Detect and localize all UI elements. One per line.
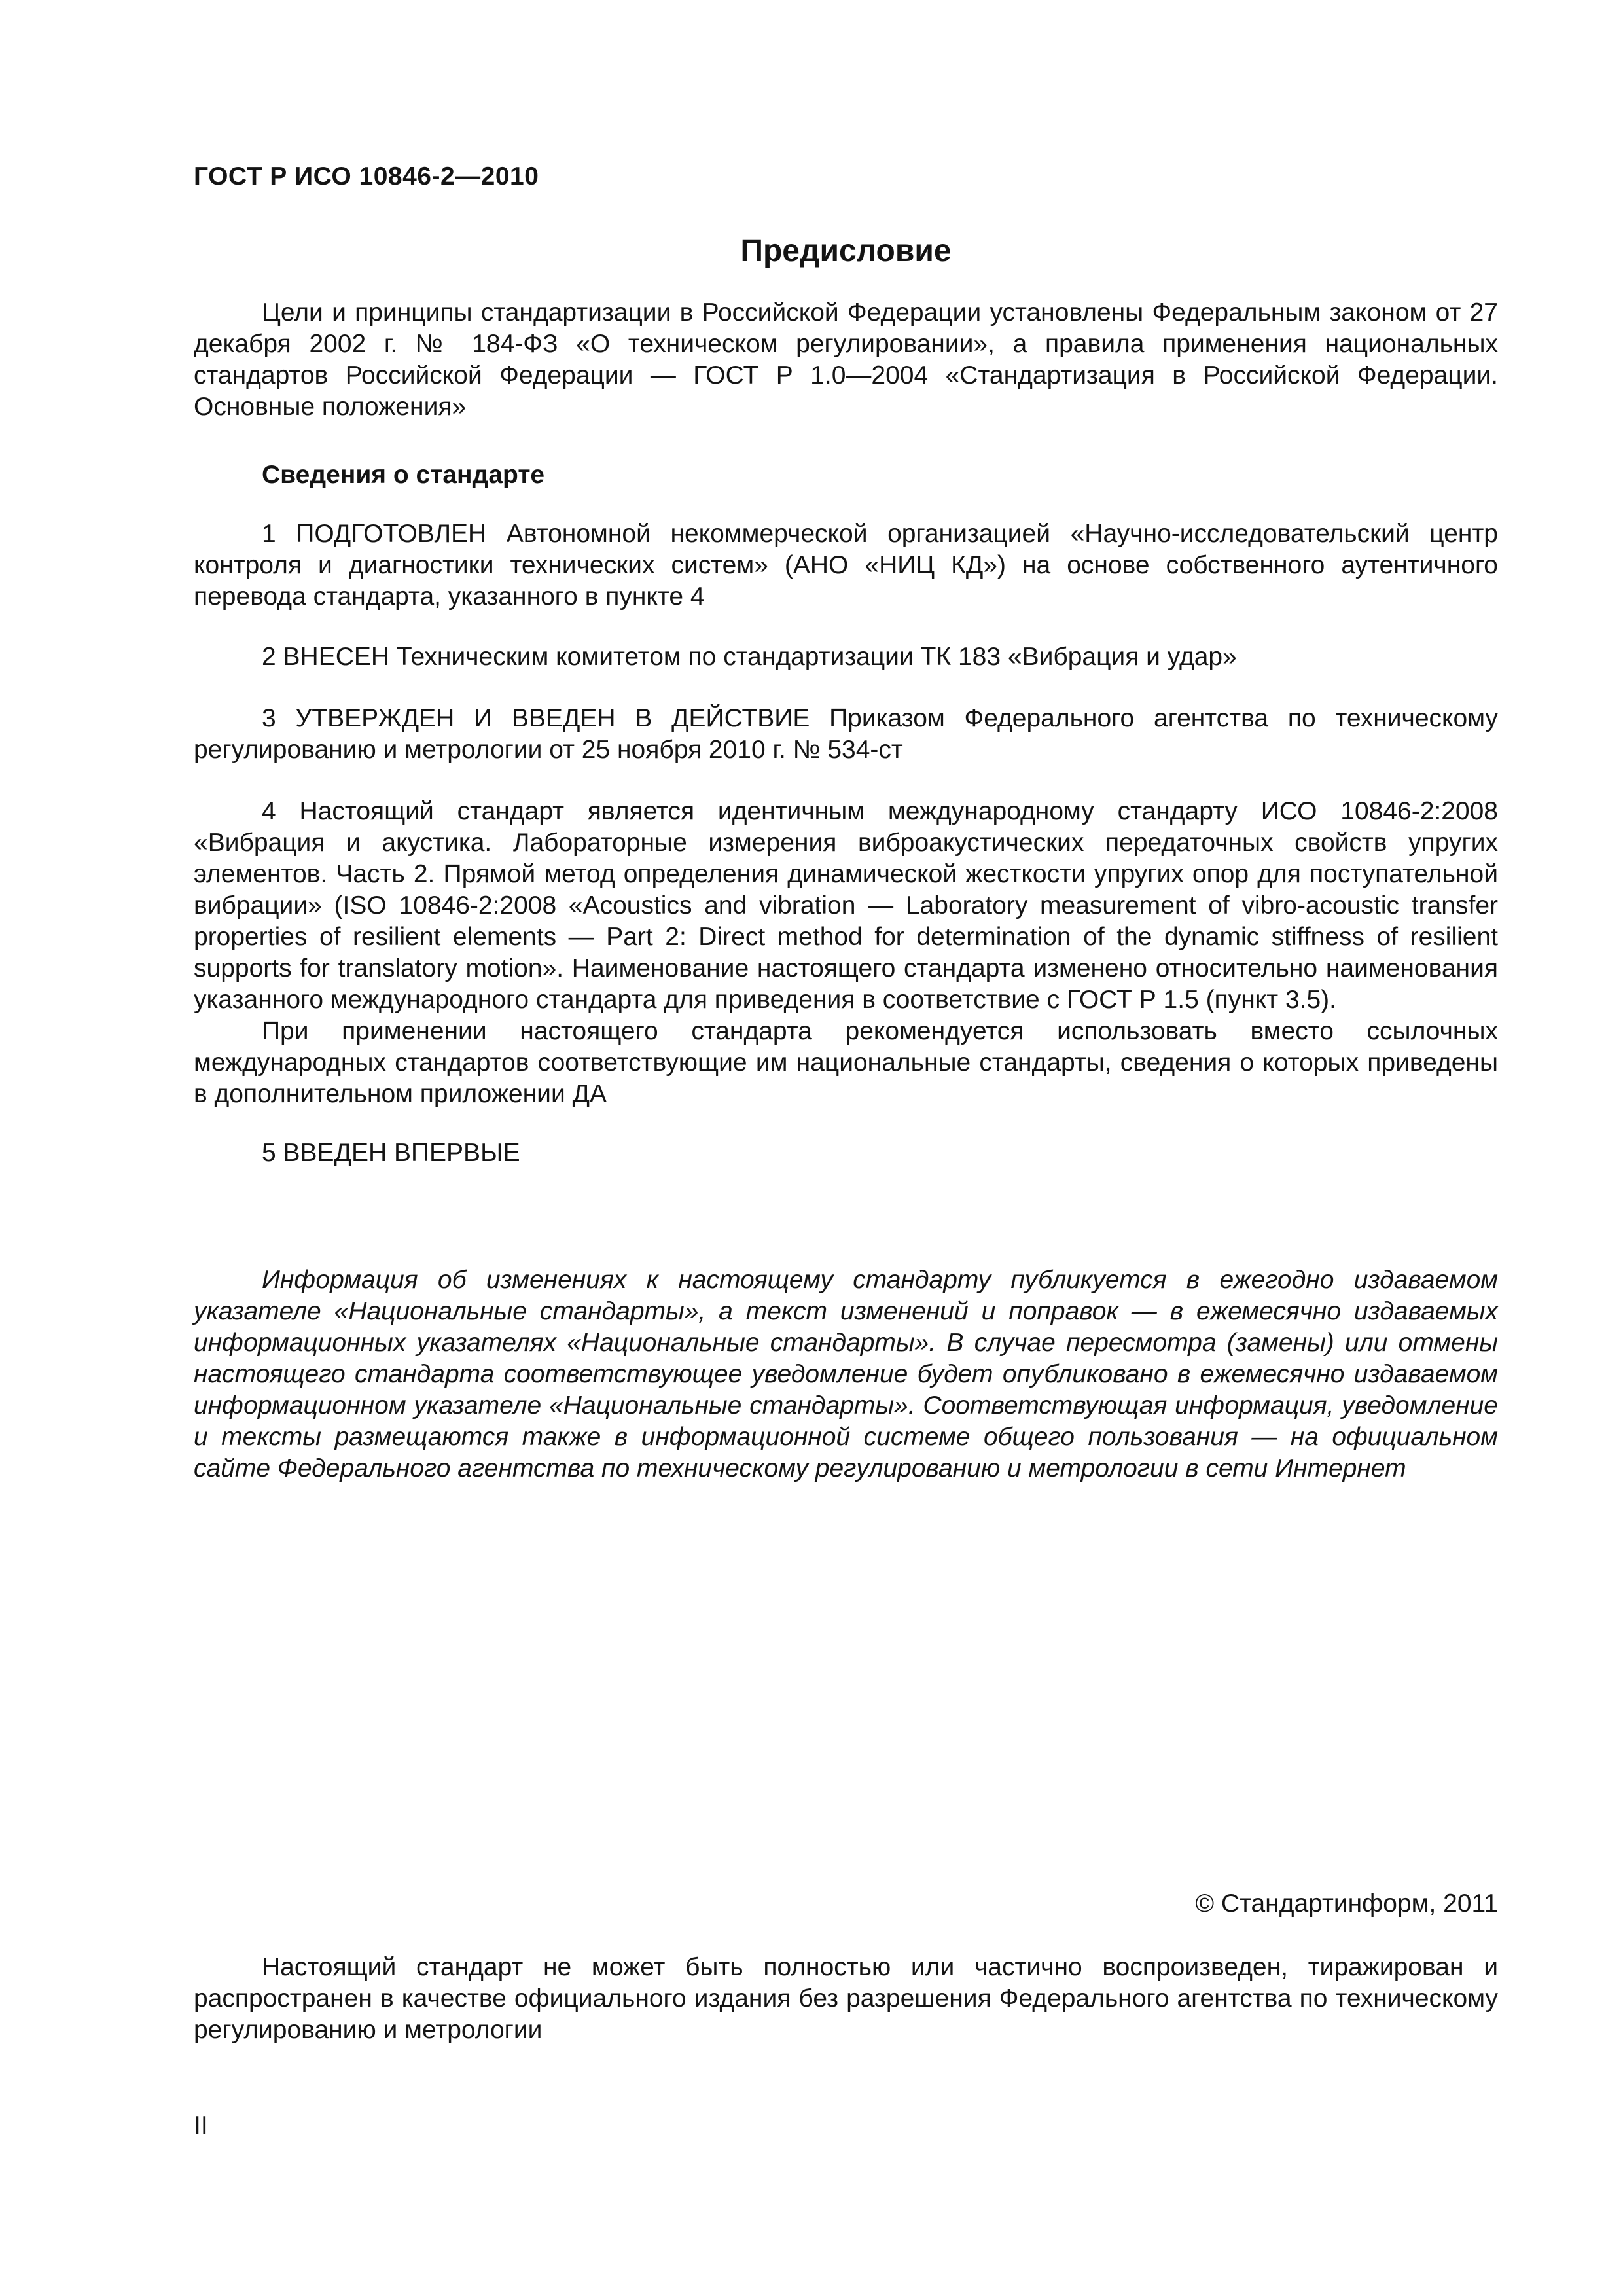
document-code: ГОСТ Р ИСО 10846-2—2010 [194, 162, 539, 190]
item-4-text: 4 Настоящий стандарт является идентичным международному стандарту ИСО 10846-2:2008 «Вибрация и акустика. Лабораторные измерения виброакустических передаточных свойств упругих элементов. Часть 2. Прямой метод определения динамической жесткости упругих опор для поступательной вибрации» (ISO 10846-2:2008 «Acoustics and vibration — Laboratory measurement of vibro-acoustic transfer properties of resilient elements — Part 2: Direct method for determination of the dynamic stiffness of resilient supports for translatory motion». Наименование настоящего стандарта изменено относительно наименования указанного международного стандарта для приведения в соответствие с ГОСТ Р 1.5 (пункт 3.5). [194, 797, 1498, 1014]
item-1 [194, 518, 1498, 613]
change-notice-text: Информация об изменениях к настоящему стандарту публикуется в ежегодно издаваемом указателе «Национальные стандарты», а текст изменений и поправок — в ежемесячно издаваемых информационных указателях «Национальные стандарты». В случае пересмотра (замены) или отмены настоящего стандарта соответствующее уведомление будет опубликовано в ежемесячно издаваемом информационном указателе «Национальные стандарты». Соответствующая информация, уведомление и тексты размещаются также в информационной системе общего пользования — на официальном сайте Федерального агентства по техническому регулированию и метрологии в сети Интернет [194, 1266, 1498, 1482]
intro-text: Цели и принципы стандартизации в Российской Федерации установлены Федеральным законом от 27 декабря 2002 г. № 184-ФЗ «О техническом регулировании», а правила применения национальных стандартов Российской Федерации — ГОСТ Р 1.0—2004 «Стандартизация в Российской Федерации. Основные положения» [194, 298, 1498, 421]
page-title: Предисловие [740, 234, 952, 268]
reproduction-notice [194, 1952, 1498, 2046]
page-number: II [194, 2111, 208, 2140]
reproduction-notice-text: Настоящий стандарт не может быть полностью или частично воспроизведен, тиражирован и распространен в качестве официального издания без разрешения Федерального агентства по техническому регулированию и метрологии [194, 1953, 1498, 2044]
item-4 [194, 796, 1498, 1110]
item-2-text: 2 ВНЕСЕН Техническим комитетом по стандартизации ТК 183 «Вибрация и удар» [262, 643, 1237, 671]
intro-paragraph [194, 297, 1498, 423]
copyright: © Стандартинформ, 2011 [1195, 1890, 1498, 1918]
item-2 [194, 641, 1498, 673]
item-5 [194, 1138, 1498, 1169]
item-1-text: 1 ПОДГОТОВЛЕН Автономной некоммерческой организацией «Научно-исследовательский центр контроля и диагностики технических систем» (АНО «НИЦ КД») на основе собственного аутентичного перевода стандарта, указанного в пункте 4 [194, 520, 1498, 611]
item-3 [194, 703, 1498, 766]
standard-info-heading: Сведения о стандарте [262, 461, 545, 489]
item-3-text: 3 УТВЕРЖДЕН И ВВЕДЕН В ДЕЙСТВИЕ Приказом Федерального агентства по техническому регулированию и метрологии от 25 ноября 2010 г. № 534-ст [194, 704, 1498, 764]
item-4-note: При применении настоящего стандарта рекомендуется использовать вместо ссылочных международных стандартов соответствующие им национальные стандарты, сведения о которых приведены в дополнительном приложении ДА [194, 1017, 1498, 1108]
change-notice [194, 1265, 1498, 1484]
item-5-text: 5 ВВЕДЕН ВПЕРВЫЕ [262, 1139, 520, 1167]
